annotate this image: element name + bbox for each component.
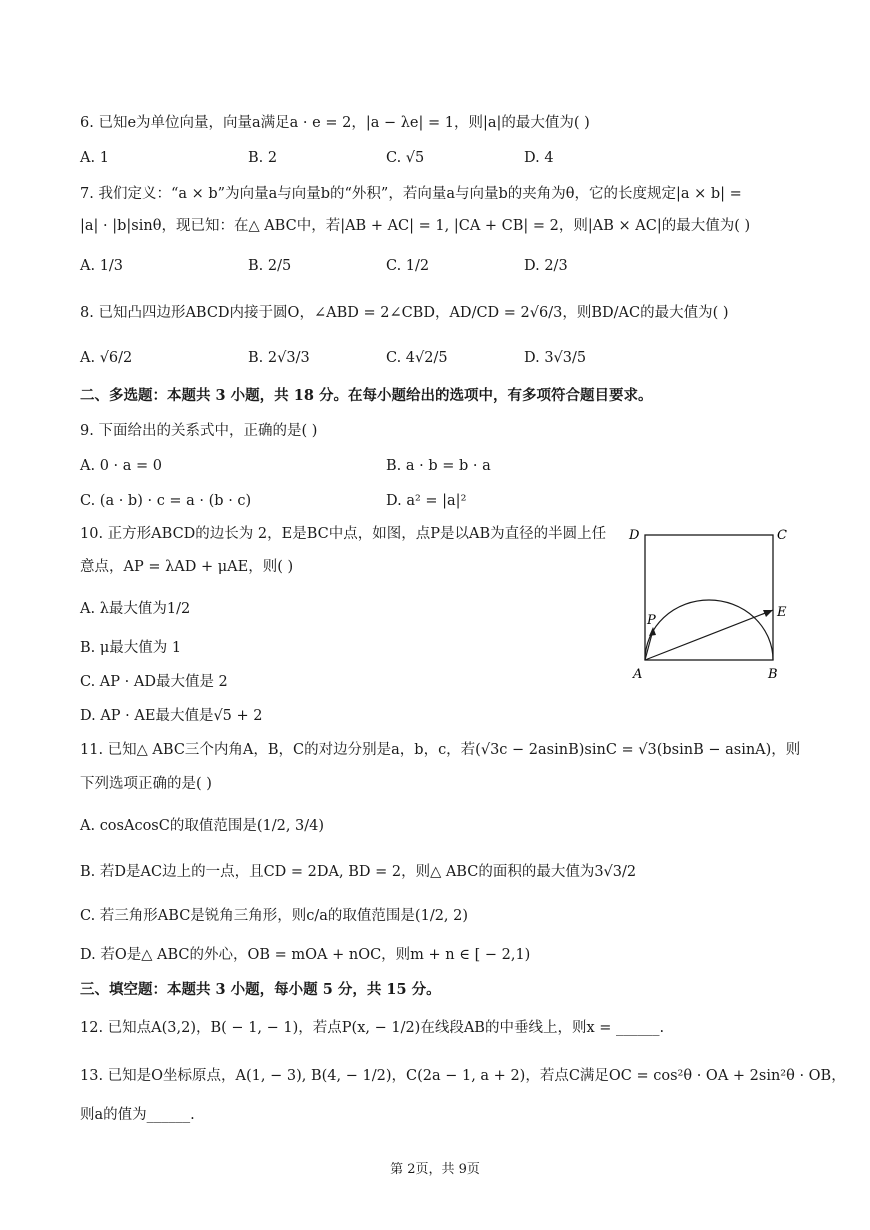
q9-option-c: C. (a · b) · c = a · (b · c) (80, 493, 252, 509)
q7-option-d: D. 2/3 (524, 258, 568, 274)
q9-stem: 9. 下面给出的关系式中，正确的是( ) (80, 423, 318, 439)
q8-option-d: D. 3√3/5 (524, 350, 587, 366)
q12-stem: 12. 已知点A(3,2)，B( − 1, − 1)，若点P(x, − 1/2)在线段AB的中垂线上，则x = ______. (80, 1020, 665, 1036)
q8-option-c: C. 4√2/5 (386, 350, 448, 366)
q11-option-a: A. cosAcosC的取值范围是(1/2, 3/4) (80, 818, 325, 834)
q6-option-b: B. 2 (248, 150, 278, 166)
q6-option-a: A. 1 (80, 150, 109, 166)
q6-stem: 6. 已知e为单位向量，向量a满足a · e = 2，|a − λe| = 1，则|a|的最大值为( ) (80, 115, 590, 131)
q7-stem-line1: 7. 我们定义：“a × b”为向量a与向量b的“外积”，若向量a与向量b的夹角为θ，它的长度规定|a × b| = (80, 186, 742, 202)
label-a: A (633, 667, 643, 682)
q8-option-b: B. 2√3/3 (248, 350, 310, 366)
label-e: E (777, 605, 787, 620)
q7-option-a: A. 1/3 (80, 258, 124, 274)
square-abcd (645, 535, 773, 660)
label-p: P (647, 613, 656, 628)
q13-stem-line2: 则a的值为______. (80, 1107, 195, 1123)
label-d: D (629, 528, 640, 543)
q7-stem-line2: |a| · |b|sinθ，现已知：在△ ABC中，若|AB + AC| = 1, |CA + CB| = 2，则|AB × AC|的最大值为( ) (80, 218, 751, 234)
q11-stem-line1: 11. 已知△ ABC三个内角A，B，C的对边分别是a，b，c，若(√3c − 2asinB)sinC = √3(bsinB − asinA)，则 (80, 742, 801, 758)
q10-option-b: B. μ最大值为 1 (80, 640, 182, 656)
q11-option-b: B. 若D是AC边上的一点，且CD = 2DA, BD = 2，则△ ABC的面积的最大值为3√3/2 (80, 864, 637, 880)
q11-stem-line2: 下列选项正确的是( ) (80, 776, 212, 792)
q6-option-d: D. 4 (524, 150, 554, 166)
q11-option-d: D. 若O是△ ABC的外心，OB = mOA + nOC，则m + n ∈ [ − 2,1) (80, 947, 531, 963)
q9-option-a: A. 0 · a = 0 (80, 458, 162, 474)
q7-option-c: C. 1/2 (386, 258, 430, 274)
q10-option-c: C. AP · AD最大值是 2 (80, 674, 228, 690)
page-footer: 第 2页，共 9页 (390, 1162, 480, 1177)
q10-option-d: D. AP · AE最大值是√5 + 2 (80, 708, 263, 724)
semicircle-arc (645, 600, 773, 660)
q6-option-c: C. √5 (386, 150, 425, 166)
q9-option-d: D. a² = |a|² (386, 493, 467, 509)
q8-option-a: A. √6/2 (80, 350, 133, 366)
section-heading-multiple-choice: 二、多选题：本题共 3 小题，共 18 分。在每小题给出的选项中，有多项符合题目要求。 (80, 387, 653, 404)
q11-option-c: C. 若三角形ABC是锐角三角形，则c/a的取值范围是(1/2, 2) (80, 908, 469, 924)
q7-option-b: B. 2/5 (248, 258, 292, 274)
q10-option-a: A. λ最大值为1/2 (80, 601, 191, 617)
label-c: C (777, 528, 787, 543)
q10-stem-line1: 10. 正方形ABCD的边长为 2，E是BC中点，如图，点P是以AB为直径的半圆上任 (80, 526, 607, 542)
q8-stem: 8. 已知凸四边形ABCD内接于圆O，∠ABD = 2∠CBD，AD/CD = 2√6/3，则BD/AC的最大值为( ) (80, 305, 729, 321)
vector-ae-arrowhead (763, 610, 773, 617)
square-semicircle-figure (625, 520, 795, 685)
q13-stem-line1: 13. 已知是O坐标原点，A(1, − 3), B(4, − 1/2)，C(2a − 1, a + 2)，若点C满足OC = cos²θ · OA + 2sin²θ · OB， (80, 1068, 846, 1084)
q10-stem-line2: 意点，AP = λAD + μAE，则( ) (80, 559, 294, 575)
label-b: B (768, 667, 778, 682)
section-heading-fill-in: 三、填空题：本题共 3 小题，每小题 5 分，共 15 分。 (80, 981, 441, 998)
q9-option-b: B. a · b = b · a (386, 458, 491, 474)
